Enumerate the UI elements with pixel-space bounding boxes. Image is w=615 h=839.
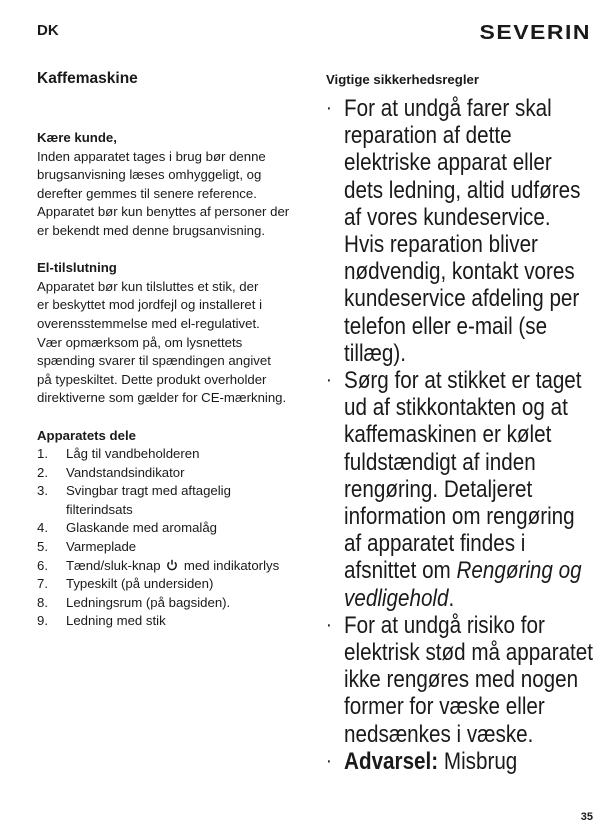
- brand-logo: SEVERIN: [479, 20, 591, 44]
- electric-line: spænding svarer til spændingen angivet: [37, 353, 271, 369]
- language-code: DK: [37, 22, 59, 39]
- greeting-line: Apparatet bør kun benyttes af personer der: [37, 204, 290, 220]
- parts-list: [37, 445, 307, 631]
- list-item: · Advarsel: Misbrug: [326, 747, 518, 775]
- electric-line: Apparatet bør kun tilsluttes et stik, der: [37, 278, 259, 294]
- electric-line: overensstemmelse med el-regulativet.: [37, 315, 260, 331]
- list-item: 5. Varmeplade: [37, 539, 137, 555]
- parts-heading: Apparatets dele: [37, 427, 136, 443]
- page-title: Kaffemaskine: [37, 70, 138, 87]
- list-item: 9. Ledning med stik: [37, 613, 166, 629]
- power-icon: [166, 558, 178, 570]
- list-item: 8. Ledningsrum (på bagsiden).: [37, 594, 231, 610]
- greeting-line: er bekendt med denne brugsanvisning.: [37, 222, 266, 238]
- right-column: [326, 72, 601, 775]
- safety-heading: Vigtige sikkerhedsregler: [326, 72, 479, 87]
- electric-line: Vær opmærksom på, om lysnettets: [37, 334, 243, 350]
- list-item: 3. Svingbar tragt med aftagelig filterindsats: [37, 483, 231, 517]
- page-number: 35: [580, 811, 593, 823]
- list-item: · For at undgå risiko for elektrisk stød må apparatet ikke rengøres med nogen former for væske eller nedsænkes i væske.: [326, 611, 593, 748]
- list-item: 2. Vandstandsindikator: [37, 464, 185, 480]
- safety-list: [326, 95, 601, 775]
- greeting-line: brugsanvisning læses omhyggeligt, og: [37, 167, 262, 183]
- list-item: 7. Typeskilt (på undersiden): [37, 576, 214, 592]
- greeting-line: derefter gemmes til senere reference.: [37, 185, 257, 201]
- list-item: · Sørg for at stikket er taget ud af stikkontakten og at kaffemaskinen er kølet fuldstændigt af inden rengøring. Detaljeret information om rengøring af apparatet findes i afsnittet om Rengøring og vedligehold.: [326, 367, 582, 612]
- list-item: 1. Låg til vandbeholderen: [37, 446, 200, 462]
- electric-heading: El-tilslutning: [37, 260, 117, 276]
- list-item: · For at undgå farer skal reparation af dette elektriske apparat eller dets ledning, altid udføres af vores kundeservice. Hvis reparation bliver nødvendig, kontakt vores kundeservice afdeling per telefon eller e-mail (se tillæg).: [326, 95, 581, 367]
- list-item: 6. Tænd/sluk-knap med indikatorlys: [37, 557, 280, 573]
- electric-line: direktiverne som gælder for CE-mærkning.: [37, 390, 287, 406]
- list-item: 4. Glaskande med aromalåg: [37, 520, 218, 536]
- greeting-heading: Kære kunde,: [37, 130, 117, 145]
- electric-line: er beskyttet mod jordfejl og installeret i: [37, 297, 263, 313]
- greeting-line: Inden apparatet tages i brug bør denne: [37, 148, 266, 164]
- left-column: [37, 129, 307, 631]
- electric-line: på typeskiltet. Dette produkt overholder: [37, 371, 267, 387]
